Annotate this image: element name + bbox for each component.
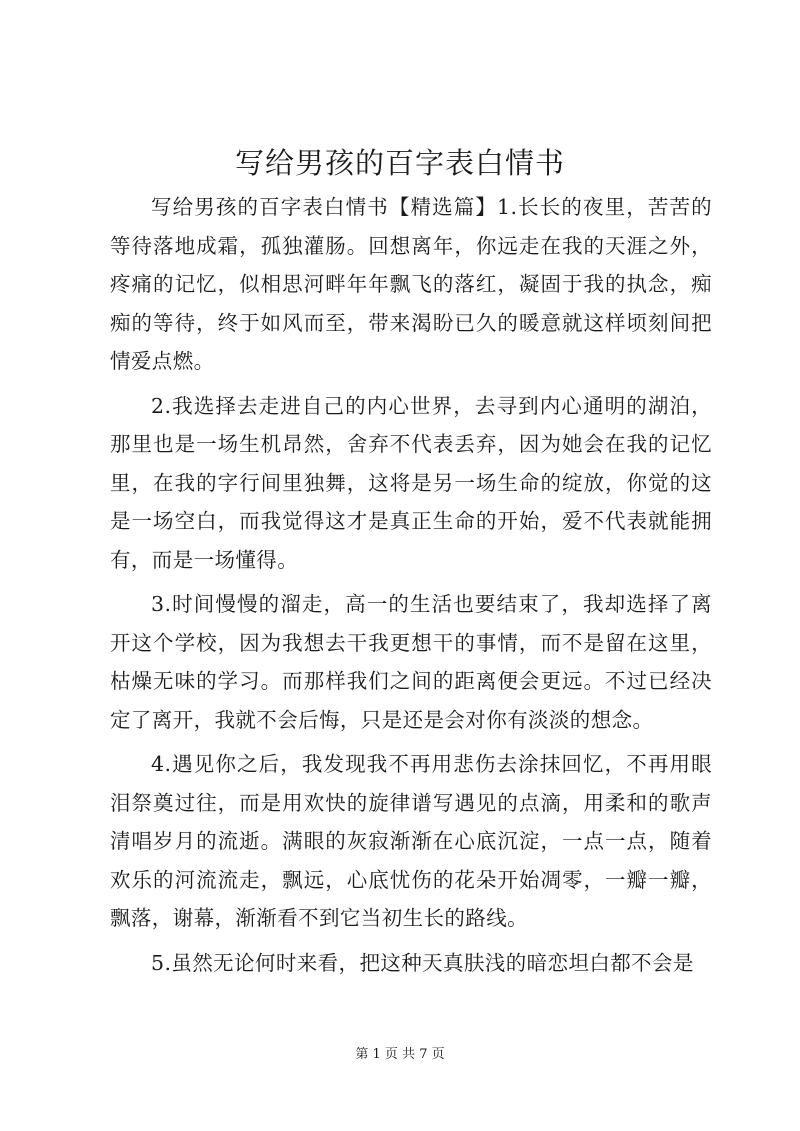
- paragraph-3: 3.时间慢慢的溜走，高一的生活也要结束了，我却选择了离开这个学校，因为我想去干我更想干的事情，而不是留在这里，枯燥无味的学习。而那样我们之间的距离便会更远。不过已经决定了离开，我就不会后悔，只是还是会对你有淡淡的想念。: [110, 592, 712, 732]
- paragraph-1: 写给男孩的百字表白情书【精选篇】1.长长的夜里，苦苦的等待落地成霜，孤独灌肠。回想离年，你远走在我的天涯之外，疼痛的记忆，似相思河畔年年飘飞的落红，凝固于我的执念，痴痴的等待，终于如风而至，带来渴盼已久的暖意就这样顷刻间把情爱点燃。: [110, 195, 712, 373]
- paragraph-4: 4.遇见你之后，我发现我不再用悲伤去涂抹回忆，不再用眼泪祭奠过往，而是用欢快的旋律谱写遇见的点滴，用柔和的歌声清唱岁月的流逝。满眼的灰寂渐渐在心底沉淀，一点一点，随着欢乐的河流流走，飘远，心底忧伤的花朵开始凋零，一瓣一瓣，飘落，谢幕，渐渐看不到它当初生长的路线。: [110, 752, 712, 930]
- paragraph-5: 5.虽然无论何时来看，把这种天真肤浅的暗恋坦白都不会是: [151, 950, 694, 975]
- page-footer: 第 1 页 共 7 页: [355, 1047, 445, 1062]
- document-body: [110, 188, 712, 988]
- paragraph-2: 2.我选择去走进自己的内心世界，去寻到内心通明的湖泊，那里也是一场生机昂然，舍弃不代表丢弃，因为她会在我的记忆里，在我的字行间里独舞，这将是另一场生命的绽放，你觉的这是一场空白，而我觉得这才是真正生命的开始，爱不代表就能拥有，而是一场懂得。: [110, 393, 712, 572]
- page-title: 写给男孩的百字表白情书: [234, 146, 565, 180]
